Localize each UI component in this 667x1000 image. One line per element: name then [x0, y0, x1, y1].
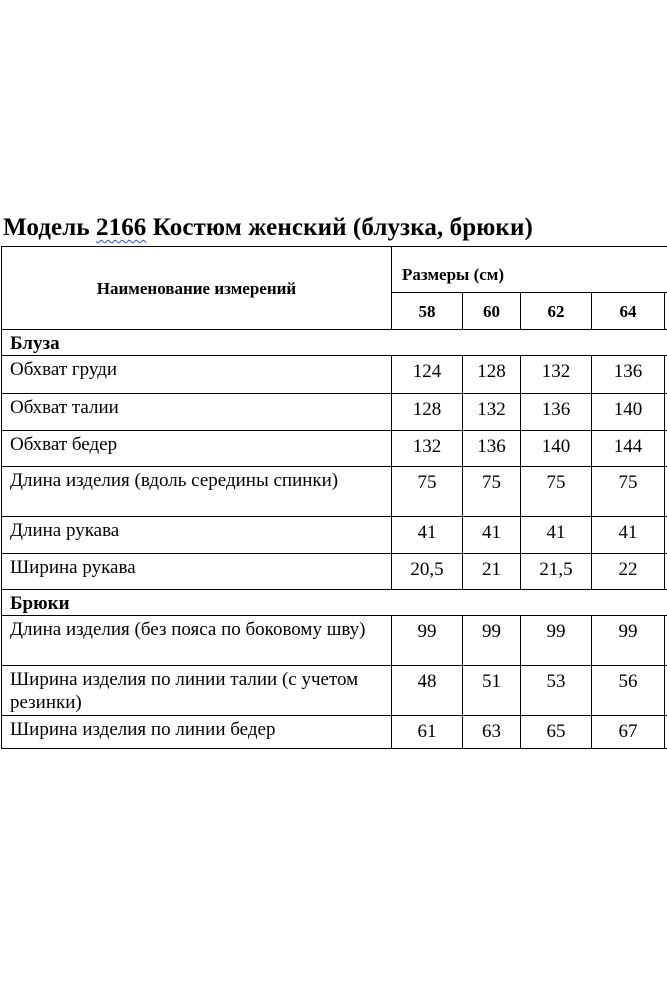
row-label: Длина изделия (вдоль середины спинки): [2, 467, 392, 517]
size-chart-table: [1, 246, 667, 749]
row-value: 53: [521, 666, 592, 716]
section-title-bluza: Блуза: [2, 330, 667, 356]
row-value: 136: [463, 431, 521, 467]
row-value: 140: [521, 431, 592, 467]
table-row: [2, 666, 667, 716]
row-value: 99: [592, 616, 665, 666]
table-row: [2, 716, 667, 749]
section-row-bluza: [2, 330, 667, 356]
row-value: 75: [521, 467, 592, 517]
document-title: [3, 212, 533, 244]
row-value: 99: [463, 616, 521, 666]
table-row: [2, 431, 667, 467]
size-col-58: 58: [392, 293, 463, 330]
table-row: [2, 517, 667, 554]
table-row: [2, 356, 667, 394]
row-label: Длина изделия (без пояса по боковому шву): [2, 616, 392, 666]
row-value: 56: [592, 666, 665, 716]
row-value: 99: [521, 616, 592, 666]
header-row: [2, 247, 667, 293]
row-value: 63: [463, 716, 521, 749]
row-value: 132: [463, 394, 521, 431]
row-value: 75: [392, 467, 463, 517]
row-value: 75: [463, 467, 521, 517]
row-value: 128: [463, 356, 521, 394]
row-value: 132: [392, 431, 463, 467]
row-value: 140: [592, 394, 665, 431]
row-value: 22: [592, 554, 665, 590]
row-label: Длина рукава: [2, 517, 392, 554]
row-value: 21,5: [521, 554, 592, 590]
row-value: 41: [392, 517, 463, 554]
table-row: [2, 554, 667, 590]
row-value: 144: [592, 431, 665, 467]
row-label: Обхват бедер: [2, 431, 392, 467]
row-value: 51: [463, 666, 521, 716]
row-value: 41: [592, 517, 665, 554]
row-value: 41: [521, 517, 592, 554]
row-label: Ширина изделия по линии бедер: [2, 716, 392, 749]
row-value: 75: [592, 467, 665, 517]
size-col-60: 60: [463, 293, 521, 330]
row-value: 67: [592, 716, 665, 749]
title-suffix: Костюм женский (блузка, брюки): [146, 214, 533, 241]
section-row-bryuki: [2, 590, 667, 616]
section-title-bryuki: Брюки: [2, 590, 667, 616]
row-value: 99: [392, 616, 463, 666]
row-value: 136: [592, 356, 665, 394]
row-label: Обхват груди: [2, 356, 392, 394]
title-prefix: Модель: [3, 214, 96, 241]
row-label: Ширина рукава: [2, 554, 392, 590]
row-value: 132: [521, 356, 592, 394]
measurement-name-header: Наименование измерений: [2, 247, 392, 330]
row-value: 136: [521, 394, 592, 431]
row-value: 48: [392, 666, 463, 716]
row-value: 20,5: [392, 554, 463, 590]
row-value: 65: [521, 716, 592, 749]
row-value: 61: [392, 716, 463, 749]
row-value: 41: [463, 517, 521, 554]
model-number: 2166: [96, 214, 147, 241]
size-col-64: 64: [592, 293, 665, 330]
sizes-header: Размеры (см): [392, 247, 667, 293]
row-value: 128: [392, 394, 463, 431]
size-col-62: 62: [521, 293, 592, 330]
table-row: [2, 394, 667, 431]
table-row: [2, 616, 667, 666]
row-label: Ширина изделия по линии талии (с учетом резинки): [2, 666, 392, 716]
table-row: [2, 467, 667, 517]
row-label: Обхват талии: [2, 394, 392, 431]
row-value: 124: [392, 356, 463, 394]
row-value: 21: [463, 554, 521, 590]
